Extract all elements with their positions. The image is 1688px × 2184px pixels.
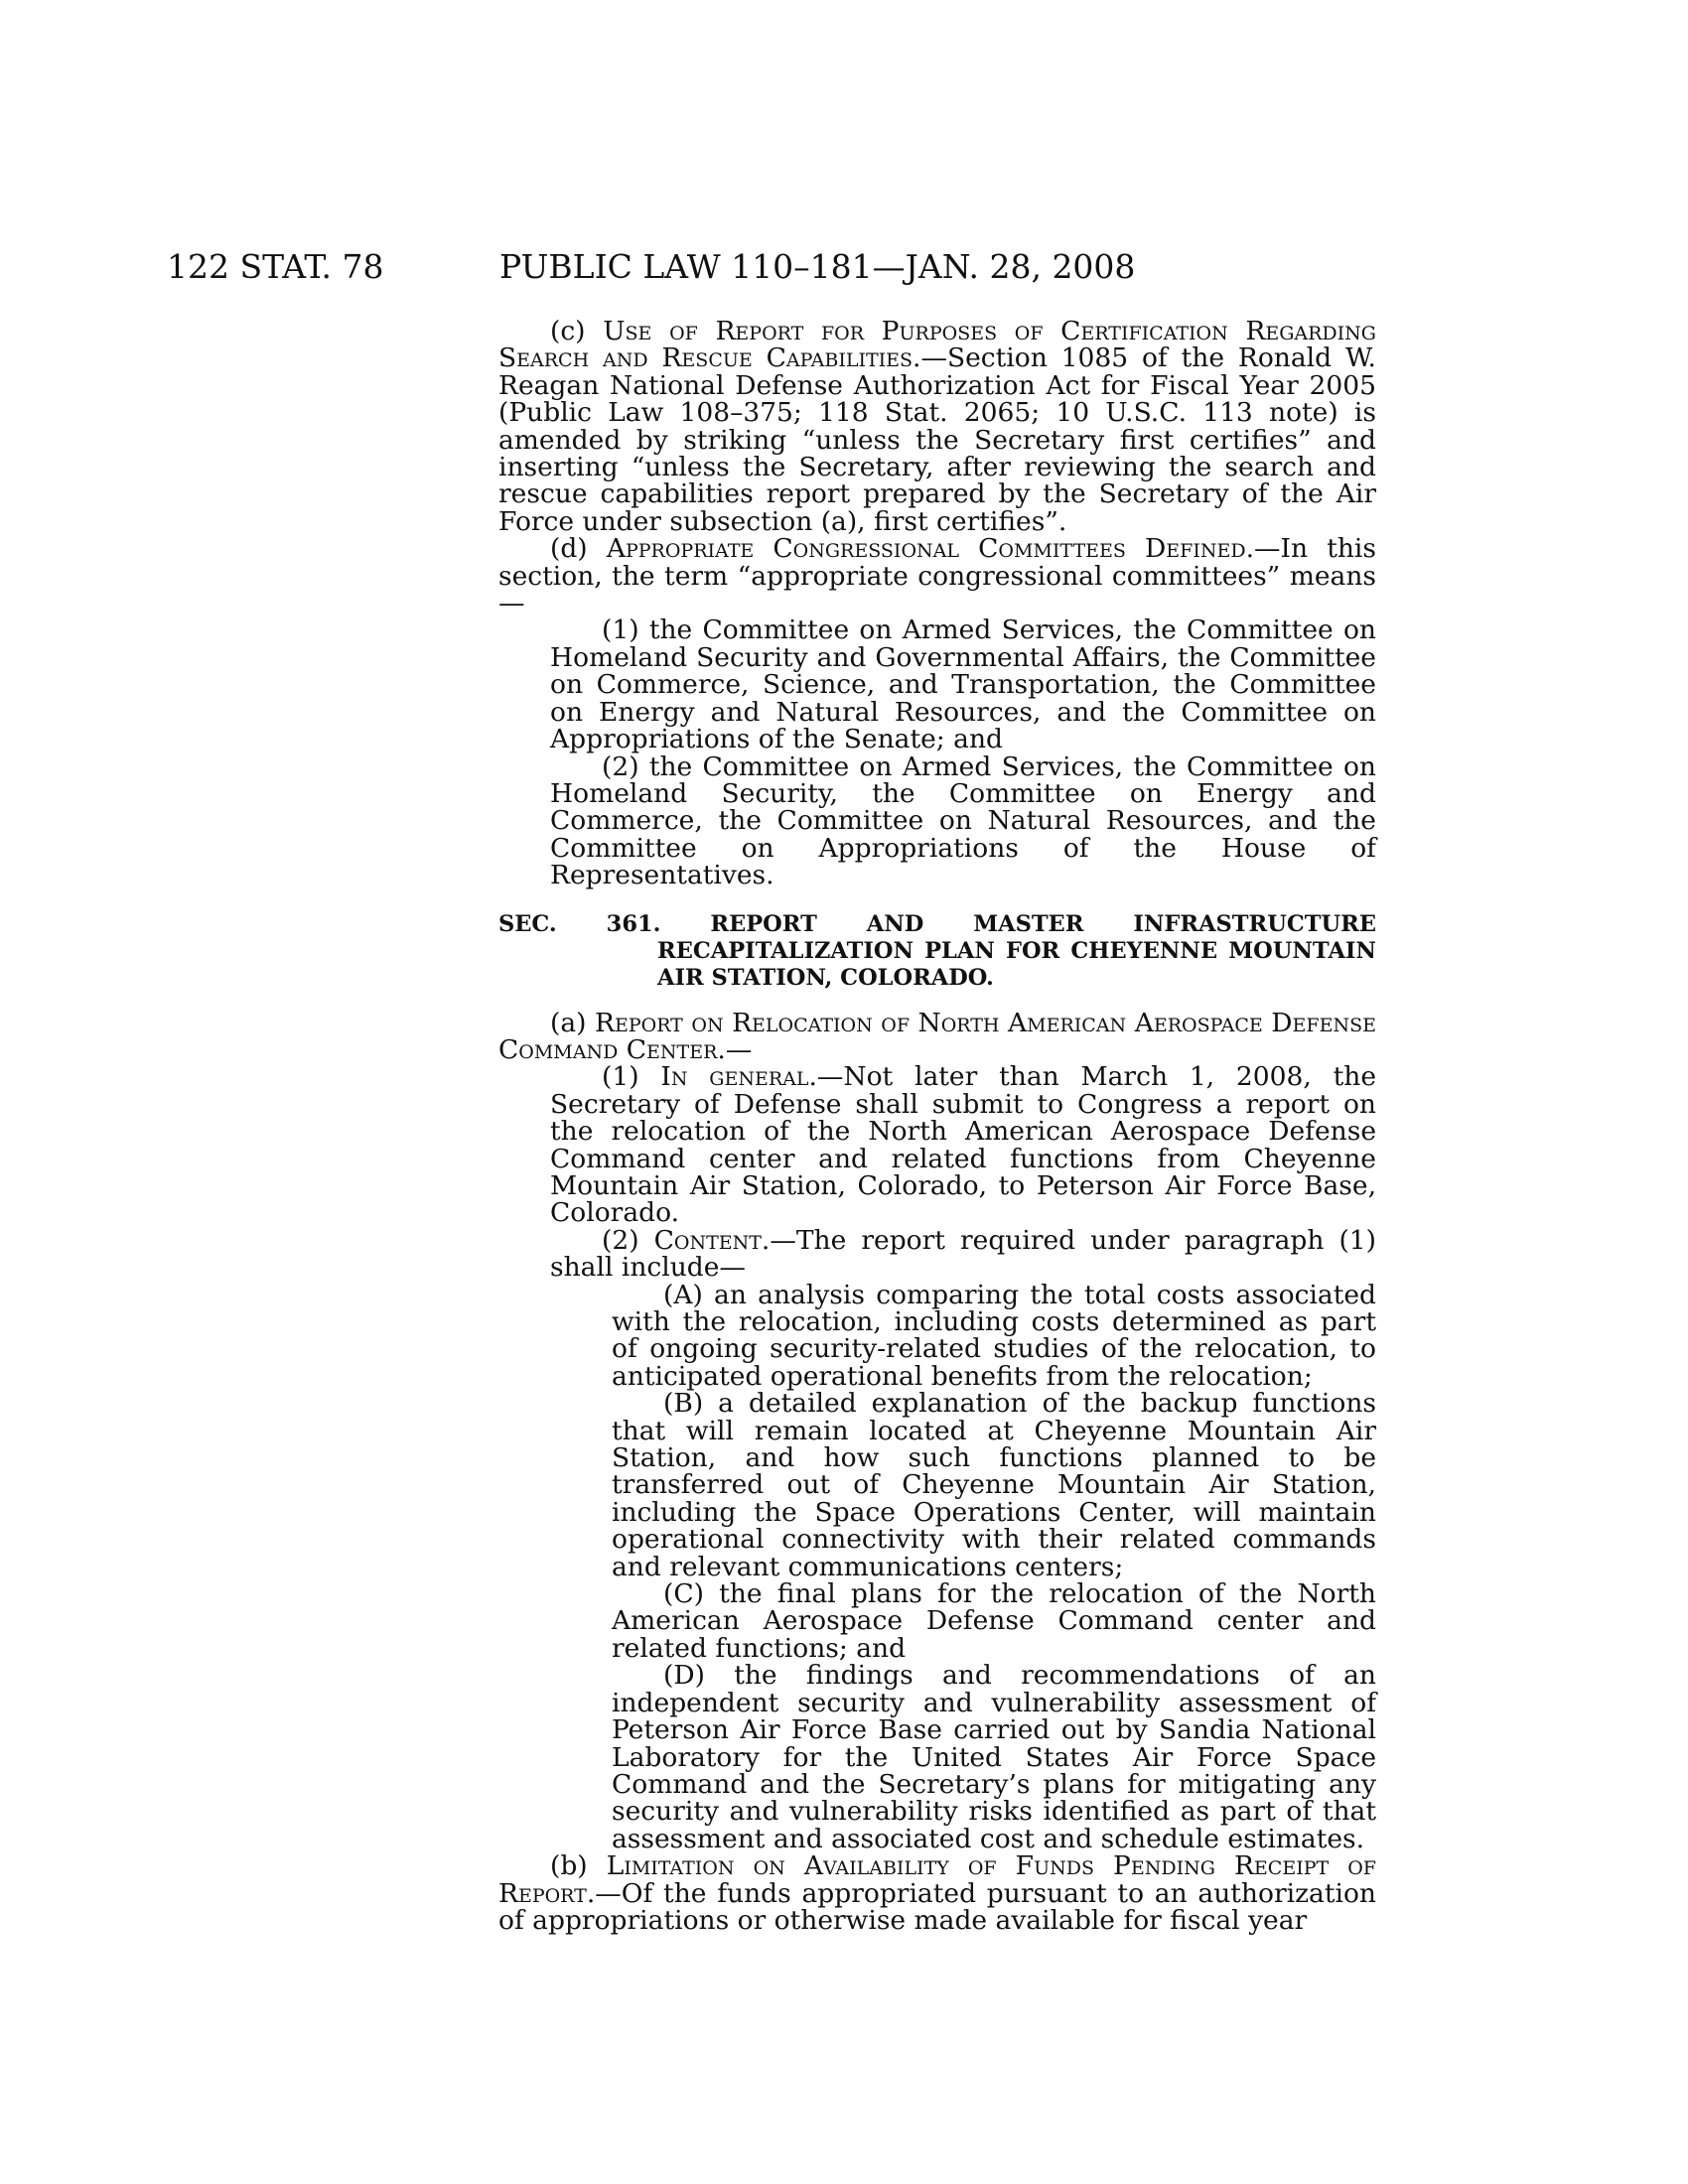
paragraph-d2: (2) the Committee on Armed Services, the Committee on Homeland Security, the Committee on Energy and Commerce, the Committee on Natural Resources, and the Committee on Appropriations of the House of Representatives.: [550, 751, 1376, 891]
paragraph-d1: (1) the Committee on Armed Services, the Committee on Homeland Security and Governmental Affairs, the Committee on Commerce, Science, and Transportation, the Committee on Energy and Natural Resources, and the Committee on Appropriations of the Senate; and: [550, 614, 1376, 755]
subparagraph-B: (B) a detailed explanation of the backup functions that will remain located at Cheyenne Mountain Air Station, and how such functions planned to be transferred out of Cheyenne Mountain Air Station, including the Space Operations Center, will maintain operational connectivity with their related commands and relevant communications centers;: [612, 1388, 1376, 1582]
paragraph-b-heading: Limitation on Availability of Funds Pending Receipt of Report.: [498, 1850, 1376, 1909]
paragraph-a1: [550, 1061, 1376, 1229]
paragraph-d-label: (d): [550, 533, 588, 565]
paragraph-a1-text: —Not later than March 1, 2008, the Secretary of Defense shall submit to Congress a report on the relocation of the North American Aerospace Defense Command center and related functions from Cheyenne Mountain Air Station, Colorado, to Peterson Air Force Base, Colorado.: [550, 1061, 1376, 1229]
paragraph-a2-text: —The report required under paragraph (1) shall include—: [550, 1224, 1376, 1284]
page-header: [167, 246, 1229, 288]
subparagraph-C: (C) the final plans for the relocation of the North American Aerospace Defense Command center and related functions; and: [612, 1578, 1376, 1664]
paragraph-a-text: —: [725, 1033, 753, 1065]
stat-page-number: 122 STAT. 78: [167, 247, 384, 286]
paragraph-c-label: (c): [550, 316, 586, 346]
paragraph-a-heading: Report on Relocation of North American Aerospace Defense Command Center.: [498, 1007, 1376, 1065]
paragraph-a-label: (a): [550, 1007, 587, 1038]
paragraph-a1-label: (1): [602, 1061, 639, 1093]
paragraph-a2-heading: Content.: [653, 1224, 771, 1256]
paragraph-b-text: —Of the funds appropriated pursuant to an authorization of appropriations or otherwise made available for fiscal year: [498, 1877, 1376, 1936]
paragraph-d-heading: Appropriate Congressional Committees Defined.: [606, 533, 1254, 565]
running-head-title: PUBLIC LAW 110–181—JAN. 28, 2008: [499, 247, 1136, 286]
paragraph-d-text: —In this section, the term “appropriate congressional committees” means—: [498, 533, 1376, 619]
section-361-heading: SEC. 361. REPORT AND MASTER INFRASTRUCTURE RECAPITALIZATION PLAN FOR CHEYENNE MOUNTAIN AIR STATION, COLORADO.: [498, 910, 1376, 991]
subparagraph-D: (D) the findings and recommendations of an independent security and vulnerability assessment of Peterson Air Force Base carried out by Sandia National Laboratory for the United States Air Force Space Command and the Secretary’s plans for mitigating any security and vulnerability risks identified as part of that assessment and associated cost and schedule estimates.: [612, 1660, 1376, 1854]
paragraph-b: [498, 1852, 1376, 1934]
paragraph-c-text: —Section 1085 of the Ronald W. Reagan National Defense Authorization Act for Fiscal Year 2005 (Public Law 108–375; 118 Stat. 2065; 10 U.S.C. 113 note) is amended by striking “unless the Secretary first certifies” and inserting “unless the Secretary, after reviewing the search and rescue capabilities report prepared by the Secretary of the Air Force under subsection (a), first certifies”.: [498, 342, 1376, 537]
paragraph-c-heading: Use of Report for Purposes of Certification Regarding Search and Rescue Capabilities.: [498, 316, 1376, 374]
paragraph-b-label: (b): [550, 1850, 588, 1882]
subparagraph-A: (A) an analysis comparing the total costs associated with the relocation, including costs determined as part of ongoing security-related studies of the relocation, to anticipated operational benefits from the relocation;: [612, 1279, 1376, 1392]
paragraph-a1-heading: In general.: [660, 1061, 817, 1093]
paragraph-a2: [550, 1224, 1376, 1284]
paragraph-c: [498, 318, 1376, 535]
paragraph-a2-label: (2): [602, 1224, 639, 1256]
paragraph-a: [498, 1007, 1376, 1065]
paragraph-d: [498, 533, 1376, 619]
body-text: [498, 318, 1376, 1934]
